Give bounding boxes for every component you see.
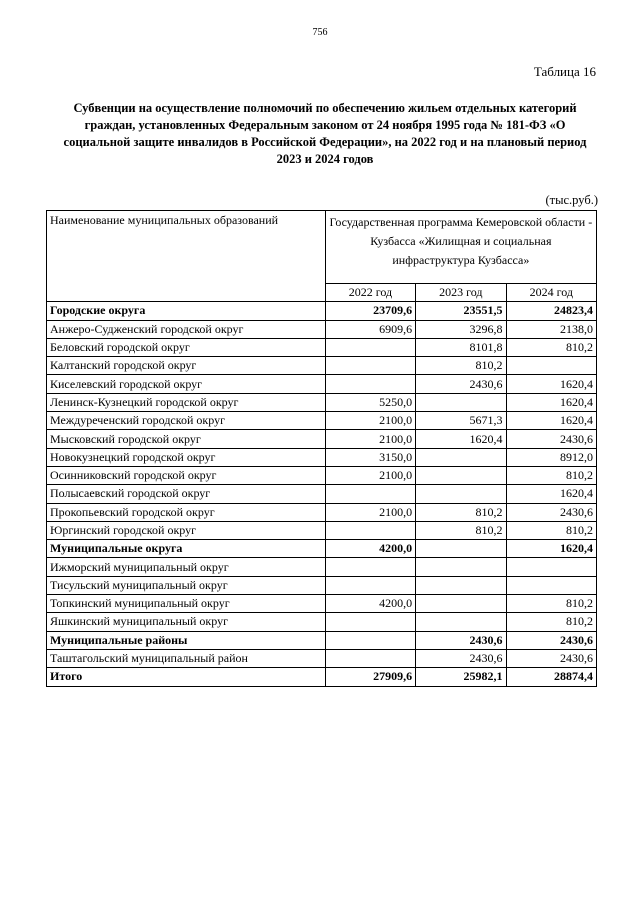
row-name-cell: Новокузнецкий городской округ bbox=[47, 448, 326, 466]
value-2023-cell: 5671,3 bbox=[416, 412, 506, 430]
table-row bbox=[47, 613, 597, 631]
row-name-cell: Анжеро-Судженский городской округ bbox=[47, 320, 326, 338]
value-2022-cell: 2100,0 bbox=[325, 503, 415, 521]
value-2024-cell: 24823,4 bbox=[506, 302, 596, 320]
value-2022-cell bbox=[325, 576, 415, 594]
value-2023-cell: 810,2 bbox=[416, 521, 506, 539]
row-name-cell: Муниципальные округа bbox=[47, 540, 326, 558]
table-row-subtotal bbox=[47, 668, 597, 686]
value-2023-cell: 2430,6 bbox=[416, 375, 506, 393]
row-name-cell: Полысаевский городской округ bbox=[47, 485, 326, 503]
value-2023-cell bbox=[416, 540, 506, 558]
document-title: Субвенции на осуществление полномочий по обеспечению жильем отдельных категорий граждан, установленных Федеральным законом от 24 ноября 1995 года № 181-ФЗ «О социальной защите инвалидов в Российской Федерации», на 2022 год и на плановый период 2023 и 2024 годов bbox=[63, 101, 587, 166]
value-2022-cell: 23709,6 bbox=[325, 302, 415, 320]
row-name-cell: Топкинский муниципальный округ bbox=[47, 595, 326, 613]
table-row-subtotal bbox=[47, 631, 597, 649]
value-2024-cell: 2430,6 bbox=[506, 649, 596, 667]
value-2022-cell bbox=[325, 649, 415, 667]
value-2023-cell bbox=[416, 558, 506, 576]
row-name-cell: Муниципальные районы bbox=[47, 631, 326, 649]
value-2024-cell: 810,2 bbox=[506, 521, 596, 539]
value-2023-cell bbox=[416, 595, 506, 613]
value-2022-cell bbox=[325, 558, 415, 576]
value-2022-cell bbox=[325, 613, 415, 631]
table-body bbox=[47, 302, 597, 686]
value-2022-cell bbox=[325, 521, 415, 539]
value-2022-cell: 5250,0 bbox=[325, 393, 415, 411]
value-2022-cell bbox=[325, 631, 415, 649]
value-2023-cell bbox=[416, 393, 506, 411]
table-row bbox=[47, 338, 597, 356]
page-number: 756 bbox=[312, 27, 328, 38]
value-2022-cell: 3150,0 bbox=[325, 448, 415, 466]
table-row bbox=[47, 412, 597, 430]
table-row bbox=[47, 357, 597, 375]
value-2024-cell bbox=[506, 357, 596, 375]
table-row bbox=[47, 393, 597, 411]
year-header-2024: 2024 год bbox=[506, 284, 596, 302]
table-row bbox=[47, 558, 597, 576]
value-2024-cell: 1620,4 bbox=[506, 375, 596, 393]
table-row bbox=[47, 521, 597, 539]
row-name-cell: Междуреченский городской округ bbox=[47, 412, 326, 430]
value-2022-cell: 2100,0 bbox=[325, 466, 415, 484]
row-name-cell: Калтанский городской округ bbox=[47, 357, 326, 375]
row-name-cell: Беловский городской округ bbox=[47, 338, 326, 356]
value-2024-cell: 8912,0 bbox=[506, 448, 596, 466]
table-label: Таблица 16 bbox=[533, 64, 596, 79]
table-row bbox=[47, 649, 597, 667]
value-2022-cell bbox=[325, 357, 415, 375]
subventions-table bbox=[46, 210, 597, 687]
row-name-cell: Юргинский городской округ bbox=[47, 521, 326, 539]
value-2024-cell: 1620,4 bbox=[506, 485, 596, 503]
value-2024-cell: 1620,4 bbox=[506, 393, 596, 411]
value-2023-cell bbox=[416, 613, 506, 631]
row-name-cell: Киселевский городской округ bbox=[47, 375, 326, 393]
value-2022-cell bbox=[325, 485, 415, 503]
value-2024-cell: 1620,4 bbox=[506, 412, 596, 430]
value-2024-cell: 2430,6 bbox=[506, 631, 596, 649]
value-2024-cell: 810,2 bbox=[506, 338, 596, 356]
value-2024-cell bbox=[506, 576, 596, 594]
value-2023-cell: 810,2 bbox=[416, 357, 506, 375]
row-name-cell: Тисульский муниципальный округ bbox=[47, 576, 326, 594]
value-2024-cell: 2138,0 bbox=[506, 320, 596, 338]
table-row bbox=[47, 466, 597, 484]
value-2024-cell: 810,2 bbox=[506, 466, 596, 484]
value-2024-cell: 2430,6 bbox=[506, 430, 596, 448]
value-2024-cell: 1620,4 bbox=[506, 540, 596, 558]
year-header-2022: 2022 год bbox=[325, 284, 415, 302]
name-column-header: Наименование муниципальных образований bbox=[47, 211, 326, 302]
table-row bbox=[47, 320, 597, 338]
value-2023-cell bbox=[416, 576, 506, 594]
table-row bbox=[47, 485, 597, 503]
row-name-cell: Прокопьевский городской округ bbox=[47, 503, 326, 521]
value-2023-cell: 2430,6 bbox=[416, 631, 506, 649]
value-2023-cell bbox=[416, 448, 506, 466]
units-label: (тыс.руб.) bbox=[545, 193, 598, 207]
row-name-cell: Городские округа bbox=[47, 302, 326, 320]
value-2023-cell: 810,2 bbox=[416, 503, 506, 521]
value-2023-cell: 23551,5 bbox=[416, 302, 506, 320]
value-2022-cell: 2100,0 bbox=[325, 430, 415, 448]
row-name-cell: Ижморский муниципальный округ bbox=[47, 558, 326, 576]
value-2023-cell: 2430,6 bbox=[416, 649, 506, 667]
table-row bbox=[47, 375, 597, 393]
row-name-cell: Ленинск-Кузнецкий городской округ bbox=[47, 393, 326, 411]
value-2024-cell: 2430,6 bbox=[506, 503, 596, 521]
row-name-cell: Итого bbox=[47, 668, 326, 686]
row-name-cell: Осинниковский городской округ bbox=[47, 466, 326, 484]
value-2023-cell: 25982,1 bbox=[416, 668, 506, 686]
value-2023-cell bbox=[416, 466, 506, 484]
value-2023-cell bbox=[416, 485, 506, 503]
value-2023-cell: 1620,4 bbox=[416, 430, 506, 448]
table-row bbox=[47, 595, 597, 613]
value-2024-cell: 810,2 bbox=[506, 613, 596, 631]
value-2022-cell: 2100,0 bbox=[325, 412, 415, 430]
table-row bbox=[47, 576, 597, 594]
value-2023-cell: 3296,8 bbox=[416, 320, 506, 338]
row-name-cell: Мысковский городской округ bbox=[47, 430, 326, 448]
year-header-2023: 2023 год bbox=[416, 284, 506, 302]
value-2022-cell: 4200,0 bbox=[325, 540, 415, 558]
value-2022-cell bbox=[325, 375, 415, 393]
header-row bbox=[47, 211, 597, 284]
row-name-cell: Таштагольский муниципальный район bbox=[47, 649, 326, 667]
table-row bbox=[47, 448, 597, 466]
value-2023-cell: 8101,8 bbox=[416, 338, 506, 356]
value-2024-cell bbox=[506, 558, 596, 576]
value-2022-cell bbox=[325, 338, 415, 356]
table-row-subtotal bbox=[47, 540, 597, 558]
value-2024-cell: 810,2 bbox=[506, 595, 596, 613]
value-2022-cell: 6909,6 bbox=[325, 320, 415, 338]
value-2022-cell: 4200,0 bbox=[325, 595, 415, 613]
value-2024-cell: 28874,4 bbox=[506, 668, 596, 686]
row-name-cell: Яшкинский муниципальный округ bbox=[47, 613, 326, 631]
value-2022-cell: 27909,6 bbox=[325, 668, 415, 686]
table-row-subtotal bbox=[47, 302, 597, 320]
table-row bbox=[47, 503, 597, 521]
program-column-header: Государственная программа Кемеровской области - Кузбасса «Жилищная и социальная инфраструктура Кузбасса» bbox=[325, 211, 596, 284]
table-row bbox=[47, 430, 597, 448]
